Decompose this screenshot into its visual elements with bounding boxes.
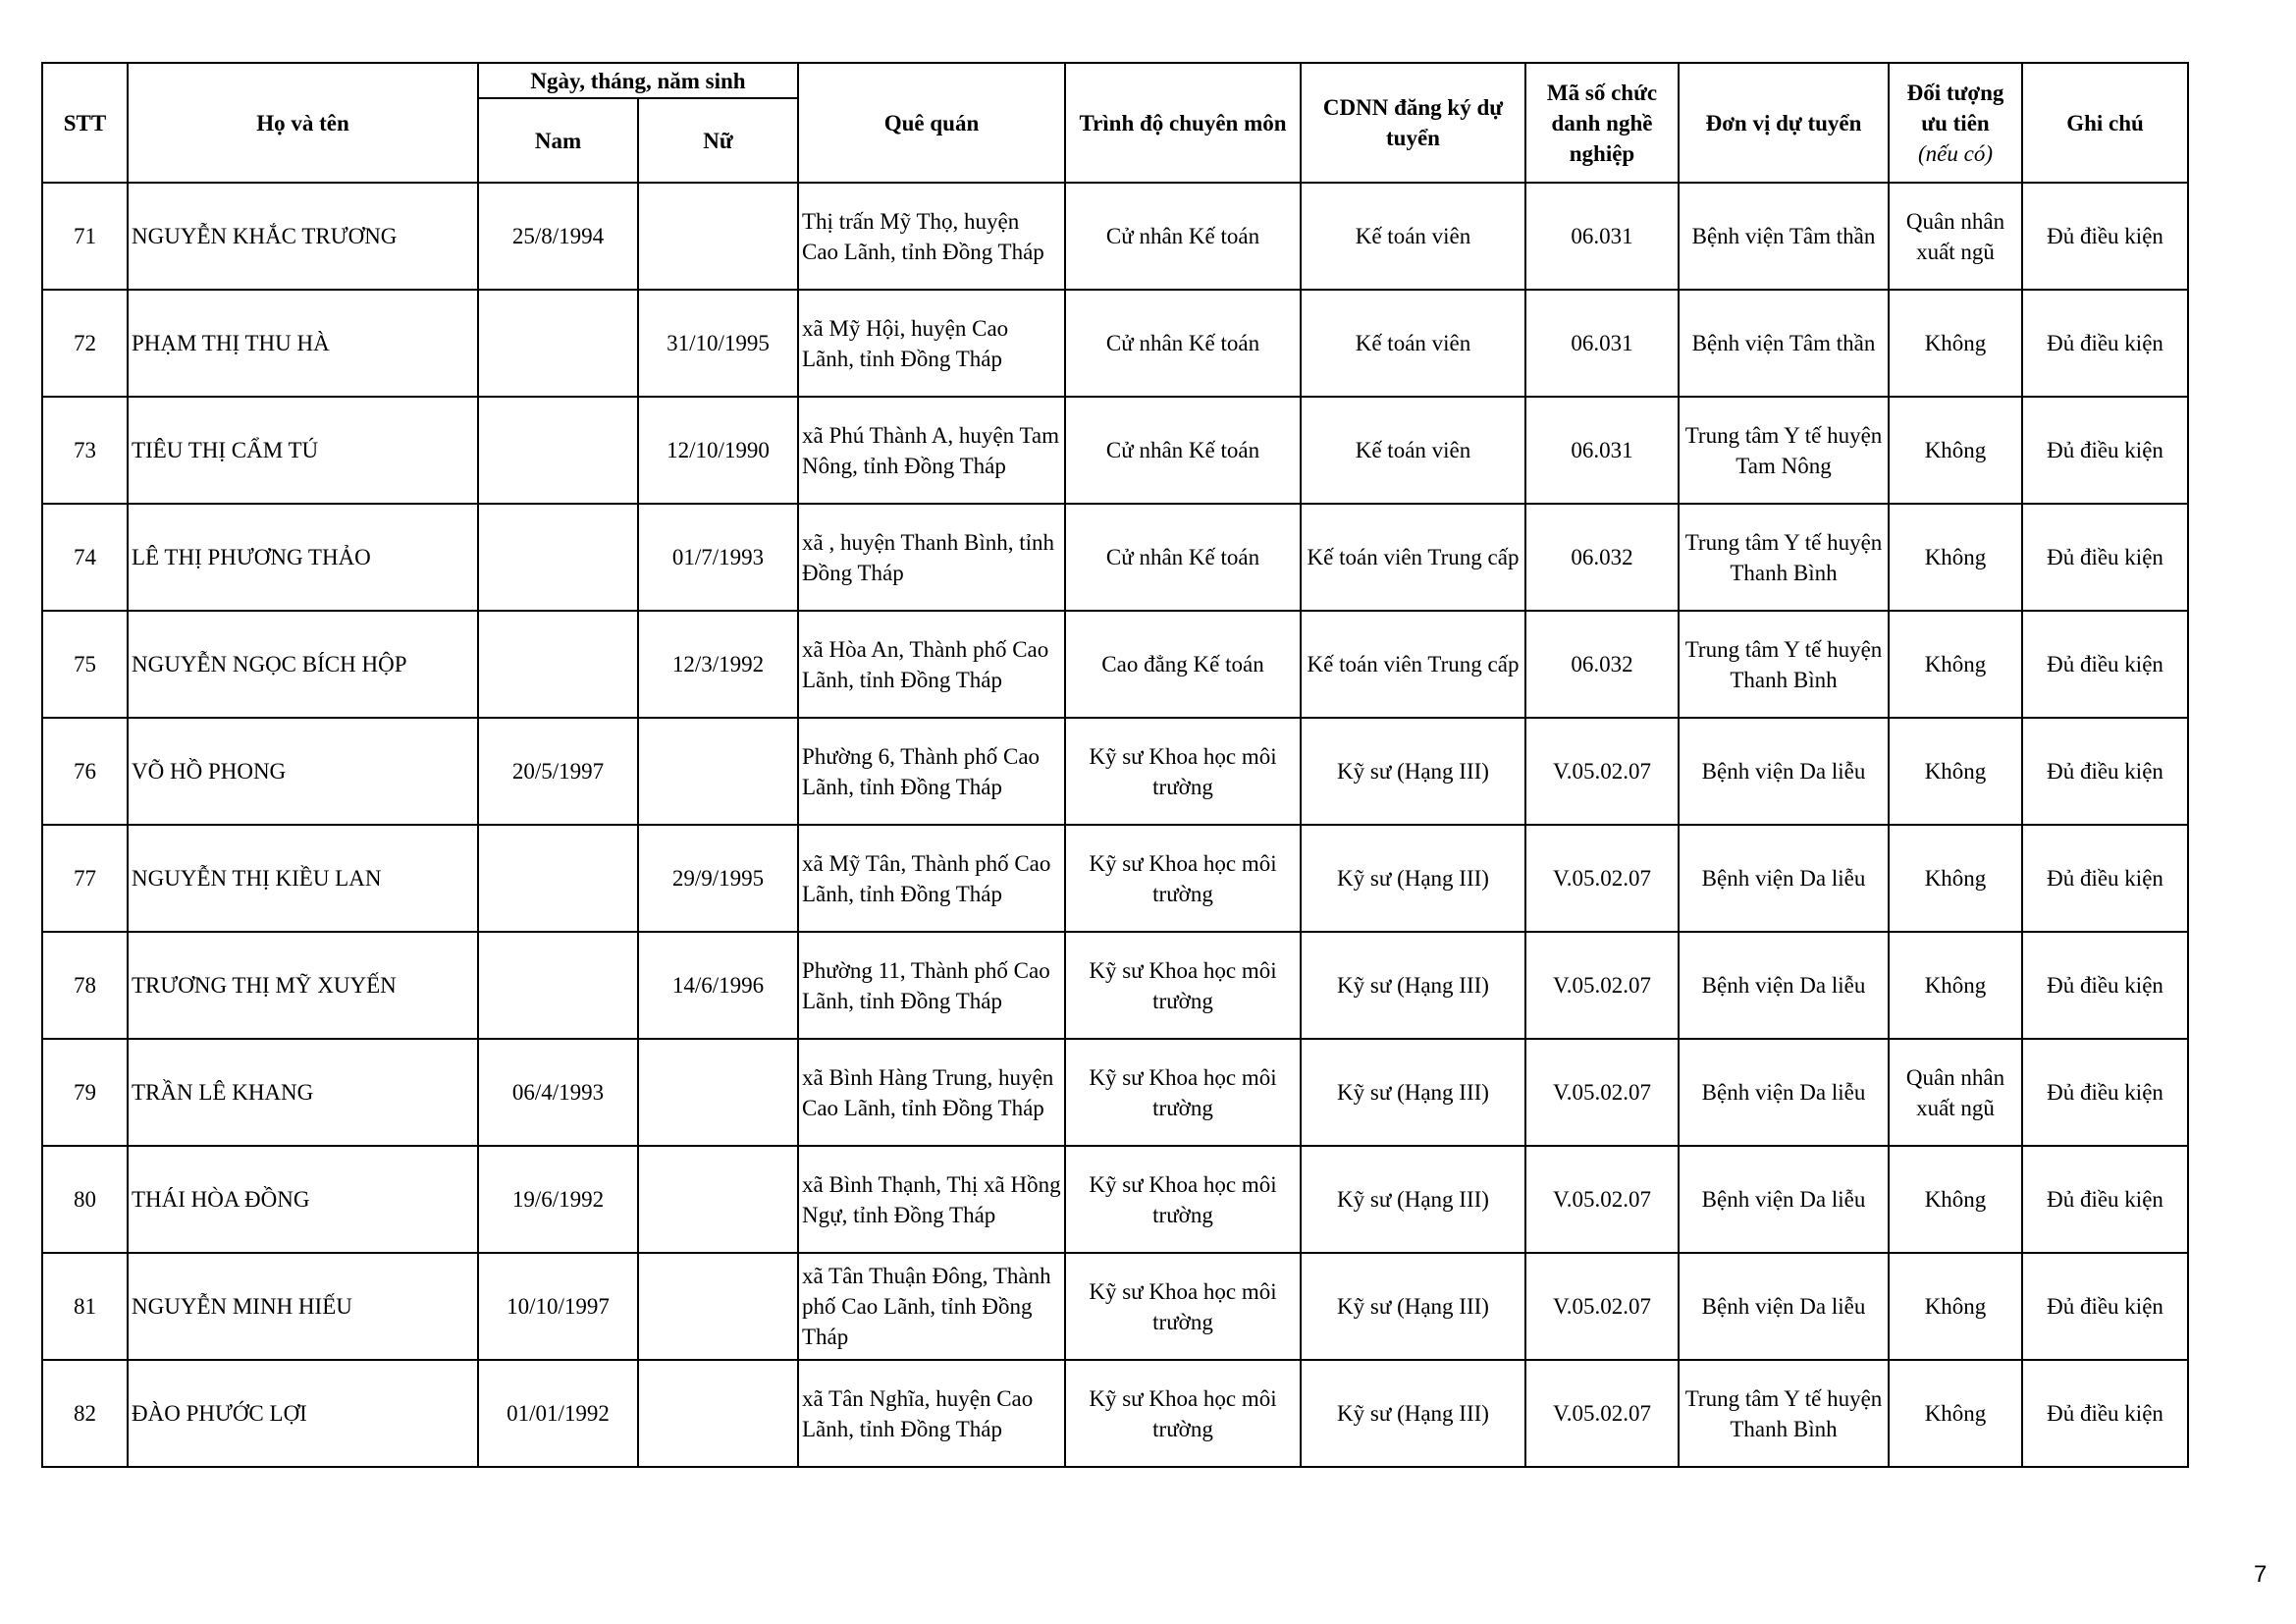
cell-trinh-do: Kỹ sư Khoa học môi trường <box>1065 1360 1301 1467</box>
cell-doi-tuong: Không <box>1889 504 2022 611</box>
cell-nu <box>638 1146 798 1253</box>
cell-don-vi: Bệnh viện Da liễu <box>1679 932 1889 1039</box>
table-row <box>42 504 2188 611</box>
cell-trinh-do: Kỹ sư Khoa học môi trường <box>1065 1039 1301 1146</box>
cell-ho-ten: NGUYỄN NGỌC BÍCH HỘP <box>128 611 478 718</box>
cell-nam <box>478 504 638 611</box>
cell-que-quan: xã Phú Thành A, huyện Tam Nông, tỉnh Đồng Tháp <box>798 397 1065 504</box>
cell-ghi-chu: Đủ điều kiện <box>2022 290 2188 397</box>
cell-ma-so: V.05.02.07 <box>1525 718 1679 825</box>
cell-don-vi: Bệnh viện Tâm thần <box>1679 290 1889 397</box>
header-row-1 <box>42 63 2188 98</box>
cell-nu <box>638 1039 798 1146</box>
cell-cdnn: Kỹ sư (Hạng III) <box>1301 1253 1525 1360</box>
table-row <box>42 183 2188 290</box>
cell-ho-ten: ĐÀO PHƯỚC LỢI <box>128 1360 478 1467</box>
cell-nu: 14/6/1996 <box>638 932 798 1039</box>
cell-que-quan: xã Tân Nghĩa, huyện Cao Lãnh, tỉnh Đồng Tháp <box>798 1360 1065 1467</box>
cell-nu: 31/10/1995 <box>638 290 798 397</box>
header-doi-tuong <box>1889 63 2022 183</box>
header-don-vi: Đơn vị dự tuyển <box>1679 63 1889 183</box>
cell-que-quan: xã Bình Thạnh, Thị xã Hồng Ngự, tỉnh Đồng Tháp <box>798 1146 1065 1253</box>
cell-ma-so: 06.031 <box>1525 397 1679 504</box>
table-row <box>42 290 2188 397</box>
cell-cdnn: Kỹ sư (Hạng III) <box>1301 1039 1525 1146</box>
cell-nu: 29/9/1995 <box>638 825 798 932</box>
cell-que-quan: xã Bình Hàng Trung, huyện Cao Lãnh, tỉnh Đồng Tháp <box>798 1039 1065 1146</box>
cell-nu <box>638 1360 798 1467</box>
cell-ho-ten: NGUYỄN KHẮC TRƯƠNG <box>128 183 478 290</box>
cell-stt: 75 <box>42 611 128 718</box>
cell-que-quan: Phường 11, Thành phố Cao Lãnh, tỉnh Đồng Tháp <box>798 932 1065 1039</box>
cell-cdnn: Kỹ sư (Hạng III) <box>1301 1146 1525 1253</box>
cell-nam <box>478 290 638 397</box>
header-stt: STT <box>42 63 128 183</box>
cell-ho-ten: TIÊU THỊ CẨM TÚ <box>128 397 478 504</box>
cell-stt: 79 <box>42 1039 128 1146</box>
cell-ghi-chu: Đủ điều kiện <box>2022 504 2188 611</box>
cell-trinh-do: Kỹ sư Khoa học môi trường <box>1065 932 1301 1039</box>
table-row <box>42 718 2188 825</box>
cell-ho-ten: TRƯƠNG THỊ MỸ XUYẾN <box>128 932 478 1039</box>
cell-nu <box>638 1253 798 1360</box>
cell-stt: 72 <box>42 290 128 397</box>
cell-ma-so: V.05.02.07 <box>1525 1360 1679 1467</box>
table-row <box>42 1360 2188 1467</box>
cell-ma-so: V.05.02.07 <box>1525 932 1679 1039</box>
cell-doi-tuong: Không <box>1889 718 2022 825</box>
header-nam: Nam <box>478 98 638 183</box>
cell-don-vi: Trung tâm Y tế huyện Thanh Bình <box>1679 1360 1889 1467</box>
cell-don-vi: Trung tâm Y tế huyện Thanh Bình <box>1679 504 1889 611</box>
cell-don-vi: Bệnh viện Da liễu <box>1679 1039 1889 1146</box>
cell-ghi-chu: Đủ điều kiện <box>2022 183 2188 290</box>
cell-stt: 73 <box>42 397 128 504</box>
cell-nam: 19/6/1992 <box>478 1146 638 1253</box>
cell-cdnn: Kế toán viên Trung cấp <box>1301 504 1525 611</box>
cell-don-vi: Bệnh viện Da liễu <box>1679 718 1889 825</box>
cell-doi-tuong: Không <box>1889 1253 2022 1360</box>
cell-doi-tuong: Quân nhân xuất ngũ <box>1889 183 2022 290</box>
candidate-table <box>41 62 2189 1468</box>
cell-stt: 71 <box>42 183 128 290</box>
cell-doi-tuong: Không <box>1889 611 2022 718</box>
cell-nam <box>478 611 638 718</box>
header-ghi-chu: Ghi chú <box>2022 63 2188 183</box>
cell-trinh-do: Kỹ sư Khoa học môi trường <box>1065 1146 1301 1253</box>
cell-nam: 01/01/1992 <box>478 1360 638 1467</box>
cell-que-quan: xã Mỹ Hội, huyện Cao Lãnh, tỉnh Đồng Tháp <box>798 290 1065 397</box>
header-ngay-sinh: Ngày, tháng, năm sinh <box>478 63 798 98</box>
table-body <box>42 183 2188 1467</box>
cell-trinh-do: Cử nhân Kế toán <box>1065 397 1301 504</box>
cell-don-vi: Bệnh viện Da liễu <box>1679 1253 1889 1360</box>
cell-ma-so: 06.032 <box>1525 504 1679 611</box>
cell-ghi-chu: Đủ điều kiện <box>2022 1146 2188 1253</box>
cell-don-vi: Bệnh viện Tâm thần <box>1679 183 1889 290</box>
cell-ho-ten: TRẦN LÊ KHANG <box>128 1039 478 1146</box>
cell-ghi-chu: Đủ điều kiện <box>2022 397 2188 504</box>
cell-ghi-chu: Đủ điều kiện <box>2022 611 2188 718</box>
cell-stt: 76 <box>42 718 128 825</box>
cell-stt: 74 <box>42 504 128 611</box>
cell-nam: 20/5/1997 <box>478 718 638 825</box>
cell-cdnn: Kỹ sư (Hạng III) <box>1301 932 1525 1039</box>
cell-cdnn: Kỹ sư (Hạng III) <box>1301 1360 1525 1467</box>
cell-don-vi: Bệnh viện Da liễu <box>1679 825 1889 932</box>
cell-nam <box>478 825 638 932</box>
cell-ghi-chu: Đủ điều kiện <box>2022 825 2188 932</box>
cell-que-quan: Thị trấn Mỹ Thọ, huyện Cao Lãnh, tỉnh Đồng Tháp <box>798 183 1065 290</box>
cell-doi-tuong: Không <box>1889 825 2022 932</box>
cell-ghi-chu: Đủ điều kiện <box>2022 718 2188 825</box>
header-doi-tuong-note: (nếu có) <box>1918 140 1993 166</box>
cell-nam: 25/8/1994 <box>478 183 638 290</box>
cell-stt: 81 <box>42 1253 128 1360</box>
cell-que-quan: xã Mỹ Tân, Thành phố Cao Lãnh, tỉnh Đồng Tháp <box>798 825 1065 932</box>
cell-cdnn: Kế toán viên Trung cấp <box>1301 611 1525 718</box>
cell-nu: 01/7/1993 <box>638 504 798 611</box>
cell-trinh-do: Cử nhân Kế toán <box>1065 290 1301 397</box>
cell-ho-ten: LÊ THỊ PHƯƠNG THẢO <box>128 504 478 611</box>
cell-doi-tuong: Không <box>1889 290 2022 397</box>
header-nu: Nữ <box>638 98 798 183</box>
cell-ho-ten: NGUYỄN MINH HIẾU <box>128 1253 478 1360</box>
cell-trinh-do: Kỹ sư Khoa học môi trường <box>1065 1253 1301 1360</box>
header-ma-so: Mã số chức danh nghề nghiệp <box>1525 63 1679 183</box>
table-row <box>42 932 2188 1039</box>
cell-ghi-chu: Đủ điều kiện <box>2022 1360 2188 1467</box>
cell-cdnn: Kế toán viên <box>1301 397 1525 504</box>
header-cdnn: CDNN đăng ký dự tuyển <box>1301 63 1525 183</box>
cell-don-vi: Trung tâm Y tế huyện Tam Nông <box>1679 397 1889 504</box>
table-row <box>42 1039 2188 1146</box>
cell-stt: 77 <box>42 825 128 932</box>
cell-trinh-do: Kỹ sư Khoa học môi trường <box>1065 825 1301 932</box>
cell-ma-so: 06.032 <box>1525 611 1679 718</box>
cell-nu <box>638 183 798 290</box>
cell-trinh-do: Cử nhân Kế toán <box>1065 504 1301 611</box>
cell-trinh-do: Cao đẳng Kế toán <box>1065 611 1301 718</box>
cell-stt: 82 <box>42 1360 128 1467</box>
cell-que-quan: xã Hòa An, Thành phố Cao Lãnh, tỉnh Đồng Tháp <box>798 611 1065 718</box>
header-doi-tuong-label: Đối tượng ưu tiên <box>1906 80 2004 135</box>
table-row <box>42 1253 2188 1360</box>
cell-nam: 10/10/1997 <box>478 1253 638 1360</box>
cell-ma-so: 06.031 <box>1525 290 1679 397</box>
cell-nam: 06/4/1993 <box>478 1039 638 1146</box>
cell-ghi-chu: Đủ điều kiện <box>2022 932 2188 1039</box>
cell-cdnn: Kế toán viên <box>1301 290 1525 397</box>
cell-stt: 80 <box>42 1146 128 1253</box>
cell-nam <box>478 932 638 1039</box>
cell-ma-so: 06.031 <box>1525 183 1679 290</box>
table-row <box>42 825 2188 932</box>
cell-cdnn: Kế toán viên <box>1301 183 1525 290</box>
cell-doi-tuong: Quân nhân xuất ngũ <box>1889 1039 2022 1146</box>
cell-trinh-do: Cử nhân Kế toán <box>1065 183 1301 290</box>
header-ho-ten: Họ và tên <box>128 63 478 183</box>
header-que-quan: Quê quán <box>798 63 1065 183</box>
cell-stt: 78 <box>42 932 128 1039</box>
cell-cdnn: Kỹ sư (Hạng III) <box>1301 825 1525 932</box>
cell-ghi-chu: Đủ điều kiện <box>2022 1039 2188 1146</box>
cell-ma-so: V.05.02.07 <box>1525 1253 1679 1360</box>
cell-que-quan: xã Tân Thuận Đông, Thành phố Cao Lãnh, tỉnh Đồng Tháp <box>798 1253 1065 1360</box>
cell-cdnn: Kỹ sư (Hạng III) <box>1301 718 1525 825</box>
cell-ho-ten: THÁI HÒA ĐỒNG <box>128 1146 478 1253</box>
cell-que-quan: Phường 6, Thành phố Cao Lãnh, tỉnh Đồng Tháp <box>798 718 1065 825</box>
page-number: 7 <box>2254 1561 2268 1588</box>
cell-trinh-do: Kỹ sư Khoa học môi trường <box>1065 718 1301 825</box>
cell-nam <box>478 397 638 504</box>
header-trinh-do: Trình độ chuyên môn <box>1065 63 1301 183</box>
cell-ghi-chu: Đủ điều kiện <box>2022 1253 2188 1360</box>
cell-nu <box>638 718 798 825</box>
table-row <box>42 1146 2188 1253</box>
cell-doi-tuong: Không <box>1889 1360 2022 1467</box>
cell-don-vi: Bệnh viện Da liễu <box>1679 1146 1889 1253</box>
cell-doi-tuong: Không <box>1889 397 2022 504</box>
cell-que-quan: xã , huyện Thanh Bình, tỉnh Đồng Tháp <box>798 504 1065 611</box>
cell-ma-so: V.05.02.07 <box>1525 1146 1679 1253</box>
cell-ho-ten: VÕ HỒ PHONG <box>128 718 478 825</box>
table-row <box>42 611 2188 718</box>
cell-ho-ten: PHẠM THỊ THU HÀ <box>128 290 478 397</box>
cell-doi-tuong: Không <box>1889 1146 2022 1253</box>
cell-doi-tuong: Không <box>1889 932 2022 1039</box>
cell-ma-so: V.05.02.07 <box>1525 825 1679 932</box>
cell-nu: 12/3/1992 <box>638 611 798 718</box>
table-row <box>42 397 2188 504</box>
cell-ma-so: V.05.02.07 <box>1525 1039 1679 1146</box>
cell-ho-ten: NGUYỄN THỊ KIỀU LAN <box>128 825 478 932</box>
cell-don-vi: Trung tâm Y tế huyện Thanh Bình <box>1679 611 1889 718</box>
cell-nu: 12/10/1990 <box>638 397 798 504</box>
